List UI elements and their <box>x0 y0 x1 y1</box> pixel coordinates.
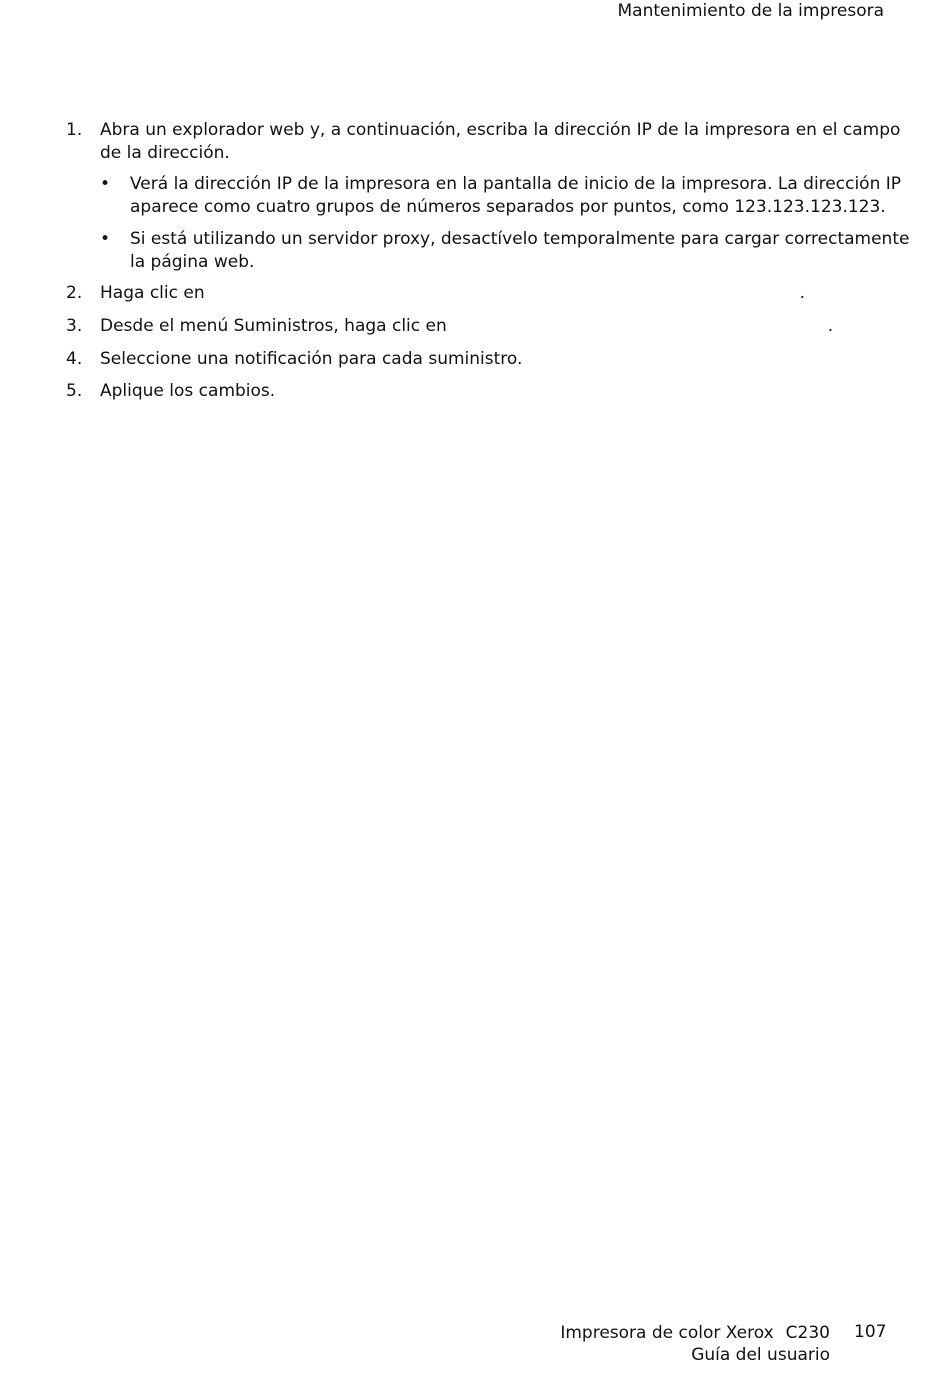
bullet-text <box>130 228 910 273</box>
step-2 <box>66 282 884 305</box>
bullet-item-1 <box>100 173 902 218</box>
step-number: 2. <box>66 283 83 303</box>
step-text <box>100 315 884 338</box>
step-5 <box>66 380 884 403</box>
bullet-symbol: • <box>100 174 111 194</box>
bullet-text-line: la página web. <box>130 251 255 272</box>
footer-product-line <box>560 1322 830 1344</box>
page-number: 107 <box>854 1322 887 1342</box>
running-header: Mantenimiento de la impresora <box>617 1 884 21</box>
step-text: Aplique los cambios. <box>100 381 276 401</box>
step-1 <box>66 119 901 164</box>
footer-product-name: Impresora de color Xerox <box>560 1323 774 1343</box>
step-3 <box>66 315 884 338</box>
bullet-text-line: aparece como cuatro grupos de números separados por puntos, como 123.123.123.123. <box>130 196 886 217</box>
footer-guide-title: Guía del usuario <box>691 1345 830 1365</box>
step-text-before: Haga clic en <box>100 283 205 303</box>
bullet-item-2 <box>100 228 910 273</box>
bullet-text <box>130 173 902 218</box>
step-text-before: Desde el menú Suministros, haga clic en <box>100 316 447 336</box>
step-number: 5. <box>66 381 83 401</box>
step-number: 3. <box>66 316 83 336</box>
step-text-line: Abra un explorador web y, a continuación, escriba la dirección IP de la impresora en el campo <box>100 120 901 140</box>
bullet-text-line: Si está utilizando un servidor proxy, desactívelo temporalmente para cargar correctamente <box>130 229 910 249</box>
step-number: 4. <box>66 349 83 369</box>
bullet-symbol: • <box>100 229 111 249</box>
footer-model: C230 <box>785 1323 830 1343</box>
step-text-after: . <box>799 283 805 303</box>
step-text-line: de la dirección. <box>100 142 230 163</box>
step-4 <box>66 348 884 371</box>
step-text <box>100 119 901 164</box>
footer-product-info <box>560 1322 830 1366</box>
step-text: Seleccione una notificación para cada suministro. <box>100 349 523 369</box>
step-text <box>100 282 884 305</box>
step-number: 1. <box>66 120 83 140</box>
bullet-text-line: Verá la dirección IP de la impresora en la pantalla de inicio de la impresora. La dirección IP <box>130 174 902 194</box>
step-text-after: . <box>827 316 834 336</box>
